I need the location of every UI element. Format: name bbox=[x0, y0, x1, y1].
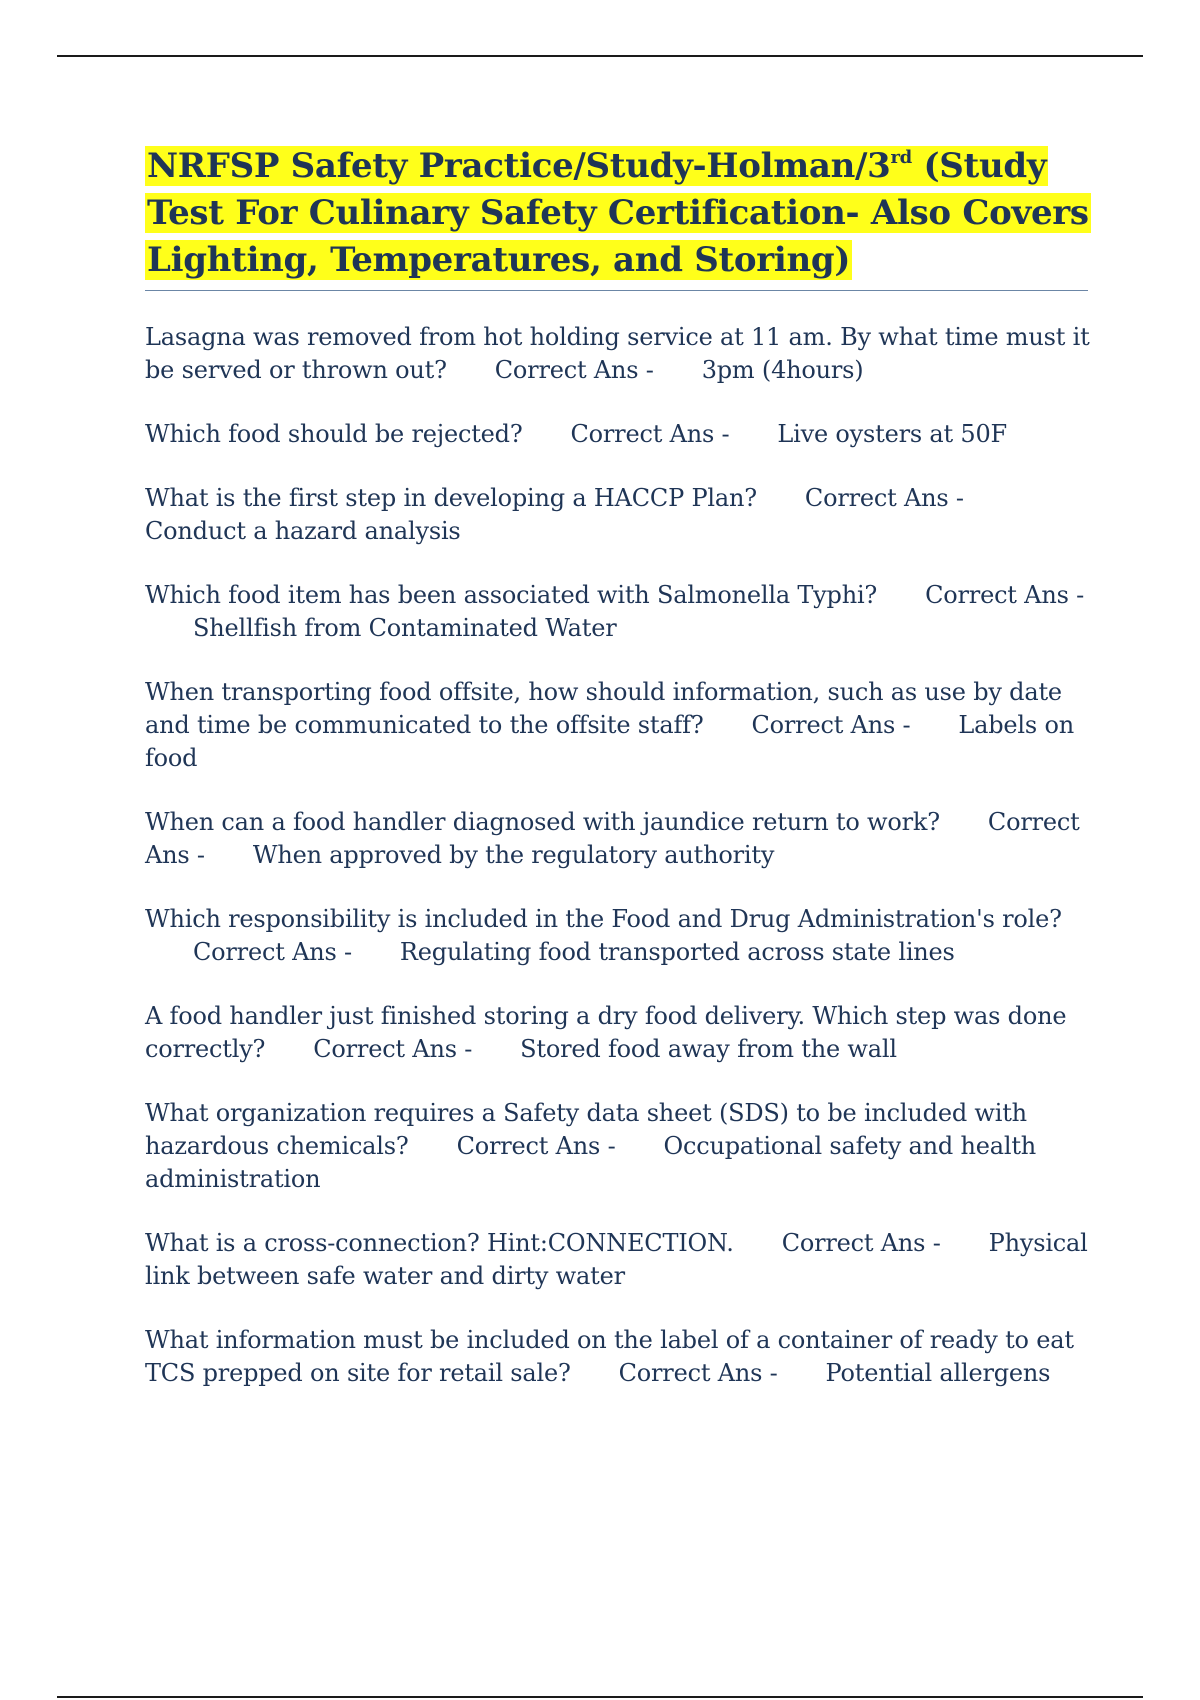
answer-label: Correct Ans - bbox=[145, 808, 1080, 869]
title-underline bbox=[145, 290, 1088, 291]
qa-item bbox=[145, 579, 1090, 645]
question-text: What is the first step in developing a HACCP Plan? bbox=[145, 484, 757, 512]
answer-text: Shellfish from Contaminated Water bbox=[193, 614, 617, 642]
answer-label: Correct Ans - bbox=[570, 420, 730, 448]
question-text: Which food item has been associated with Salmonella Typhi? bbox=[145, 581, 878, 609]
answer-text: Physical link between safe water and dirty water bbox=[145, 1229, 1088, 1290]
qa-item bbox=[145, 321, 1090, 387]
question-text: Which food should be rejected? bbox=[145, 420, 523, 448]
answer-text: Live oysters at 50F bbox=[777, 420, 1007, 448]
answer-text: Stored food away from the wall bbox=[520, 1035, 897, 1063]
qa-item bbox=[145, 1000, 1090, 1066]
answer-label: Correct Ans - bbox=[456, 1132, 616, 1160]
title-rest: (Study Test For Culinary Safety Certification- Also Covers Lighting, Temperatures, and Storing) bbox=[147, 146, 1089, 280]
qa-item bbox=[145, 1227, 1090, 1293]
title-superscript: rd bbox=[890, 147, 912, 168]
qa-list bbox=[145, 321, 1090, 1390]
document-title bbox=[145, 143, 1090, 284]
answer-text: Potential allergens bbox=[825, 1359, 1051, 1387]
answer-text: Conduct a hazard analysis bbox=[145, 517, 461, 545]
question-text: What is a cross-connection? Hint:CONNECTION. bbox=[145, 1229, 734, 1257]
question-text: A food handler just finished storing a dry food delivery. Which step was done correctly? bbox=[145, 1002, 1067, 1063]
answer-label: Correct Ans - bbox=[925, 581, 1085, 609]
qa-item bbox=[145, 482, 1090, 548]
bottom-rule bbox=[57, 1696, 1143, 1698]
answer-label: Correct Ans - bbox=[313, 1035, 473, 1063]
answer-text: Labels on food bbox=[145, 711, 1074, 772]
title-highlight bbox=[145, 146, 1091, 280]
qa-item bbox=[145, 903, 1090, 969]
answer-text: 3pm (4hours) bbox=[701, 356, 864, 384]
title-main: NRFSP Safety Practice/Study-Holman/3 bbox=[147, 146, 891, 186]
qa-item bbox=[145, 676, 1090, 775]
question-text: What information must be included on the label of a container of ready to eat TCS prepped on site for retail sale? bbox=[145, 1326, 1074, 1387]
qa-item bbox=[145, 1324, 1090, 1390]
answer-label: Correct Ans - bbox=[494, 356, 654, 384]
question-text: When can a food handler diagnosed with jaundice return to work? bbox=[145, 808, 940, 836]
answer-label: Correct Ans - bbox=[781, 1229, 941, 1257]
top-rule bbox=[57, 55, 1143, 57]
answer-label: Correct Ans - bbox=[804, 484, 964, 512]
answer-label: Correct Ans - bbox=[193, 938, 352, 966]
document-body bbox=[145, 143, 1090, 1421]
answer-label: Correct Ans - bbox=[618, 1359, 778, 1387]
answer-label: Correct Ans - bbox=[751, 711, 911, 739]
question-text: What organization requires a Safety data sheet (SDS) to be included with hazardous chemicals? bbox=[145, 1099, 1027, 1160]
answer-text: When approved by the regulatory authority bbox=[252, 841, 775, 869]
question-text: Which responsibility is included in the Food and Drug Administration's role? bbox=[145, 905, 1062, 933]
qa-item bbox=[145, 806, 1090, 872]
qa-item bbox=[145, 418, 1090, 451]
question-text: When transporting food offsite, how should information, such as use by date and time be communicated to the offsite staff? bbox=[145, 678, 1062, 739]
qa-item bbox=[145, 1097, 1090, 1196]
answer-text: Occupational safety and health administration bbox=[145, 1132, 1037, 1193]
question-text: Lasagna was removed from hot holding service at 11 am. By what time must it be served or thrown out? bbox=[145, 323, 1090, 384]
answer-text: Regulating food transported across state lines bbox=[399, 938, 955, 966]
